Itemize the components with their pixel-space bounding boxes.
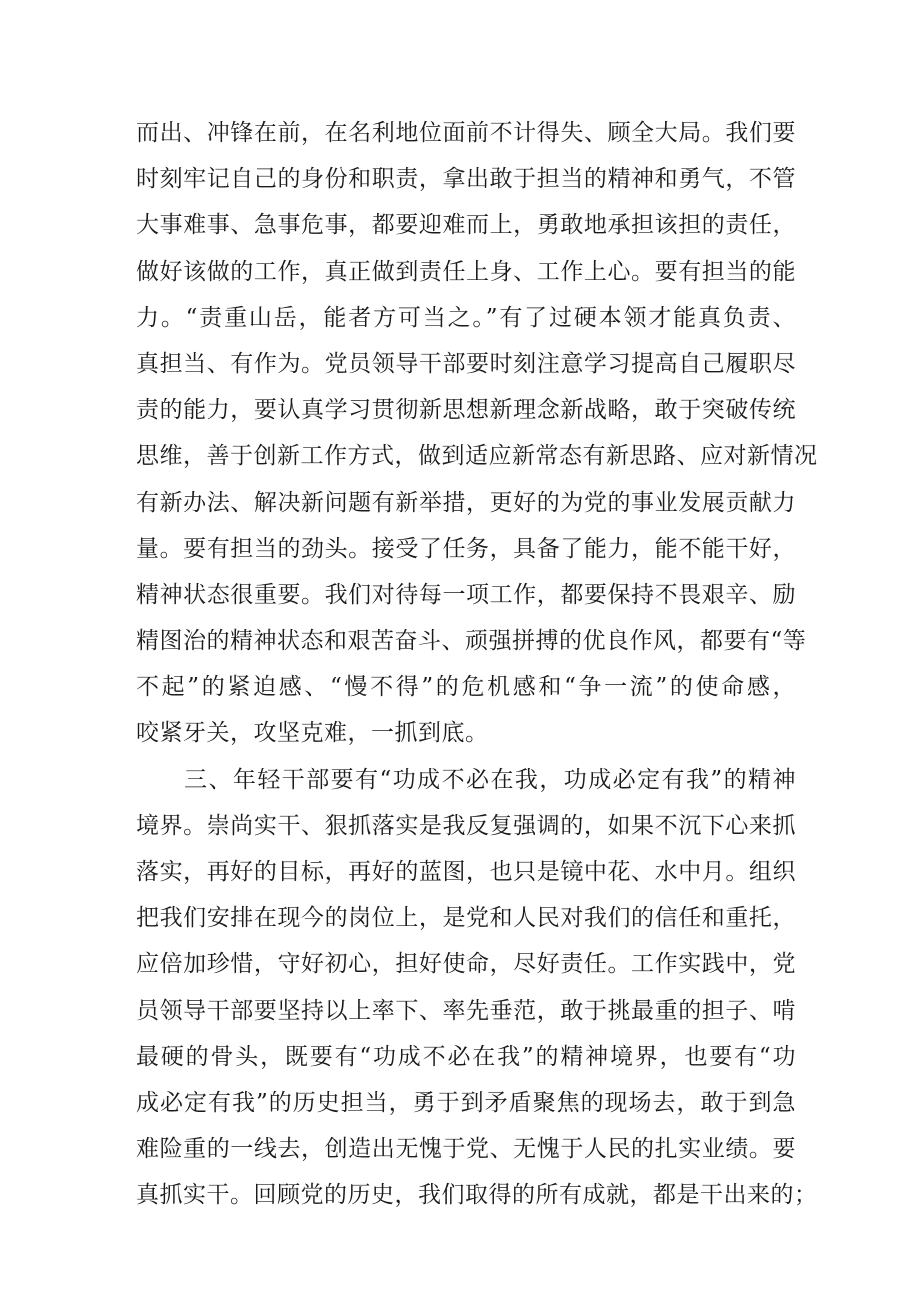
text-line: 大事难事、急事危事，都要迎难而上，勇敢地承担该担的责任， — [136, 212, 796, 239]
text-line: 真抓实干。回顾党的历史，我们取得的所有成就，都是干出来的； — [136, 1182, 818, 1209]
text-line: 而出、冲锋在前，在名利地位面前不计得失、顾全大局。我们要 — [136, 120, 796, 146]
text-line: 时刻牢记自己的身份和职责，拿出敢于担当的精神和勇气，不管 — [136, 166, 796, 193]
section-heading-line: 三、年轻干部要有“功成不必在我，功成必定有我”的精神 — [184, 766, 796, 793]
text-line: 力。“责重山岳，能者方可当之。”有了过硬本领才能真负责、 — [136, 304, 796, 331]
paragraph-end-line: 咬紧牙关，攻坚克难，一抓到底。 — [136, 720, 489, 747]
text-line: 落实，再好的目标，再好的蓝图，也只是镜中花、水中月。组织 — [136, 859, 796, 885]
text-line: 不起”的紧迫感、“慢不得”的危机感和“争一流”的使命感， — [136, 674, 796, 701]
text-line: 境界。崇尚实干、狠抓落实是我反复强调的，如果不沉下心来抓 — [136, 812, 796, 839]
text-line: 做好该做的工作，真正做到责任上身、工作上心。要有担当的能 — [136, 258, 796, 285]
text-line: 成必定有我”的历史担当，勇于到矛盾聚焦的现场去，敢于到急 — [136, 1089, 796, 1116]
text-line: 难险重的一线去，创造出无愧于党、无愧于人民的扎实业绩。要 — [136, 1136, 796, 1163]
text-line: 思维，善于创新工作方式，做到适应新常态有新思路、应对新情况 — [136, 443, 818, 470]
text-line: 有新办法、解决新问题有新举措，更好的为党的事业发展贡献力 — [136, 489, 796, 516]
text-line: 责的能力，要认真学习贯彻新思想新理念新战略，敢于突破传统 — [136, 397, 796, 424]
text-line: 真担当、有作为。党员领导干部要时刻注意学习提高自己履职尽 — [136, 350, 796, 377]
text-line: 员领导干部要坚持以上率下、率先垂范，敢于挑最重的担子、啃 — [136, 997, 796, 1024]
text-line: 把我们安排在现今的岗位上，是党和人民对我们的信任和重托， — [136, 905, 796, 932]
text-line: 精神状态很重要。我们对待每一项工作，都要保持不畏艰辛、励 — [136, 581, 796, 608]
text-line: 精图治的精神状态和艰苦奋斗、顽强拼搏的优良作风，都要有“等 — [136, 628, 807, 655]
text-line: 应倍加珍惜，守好初心，担好使命，尽好责任。工作实践中，党 — [136, 951, 796, 978]
text-line: 最硬的骨头，既要有“功成不必在我”的精神境界，也要有“功 — [136, 1043, 796, 1070]
body-text — [136, 110, 818, 1219]
text-line: 量。要有担当的劲头。接受了任务，具备了能力，能不能干好， — [136, 535, 796, 562]
